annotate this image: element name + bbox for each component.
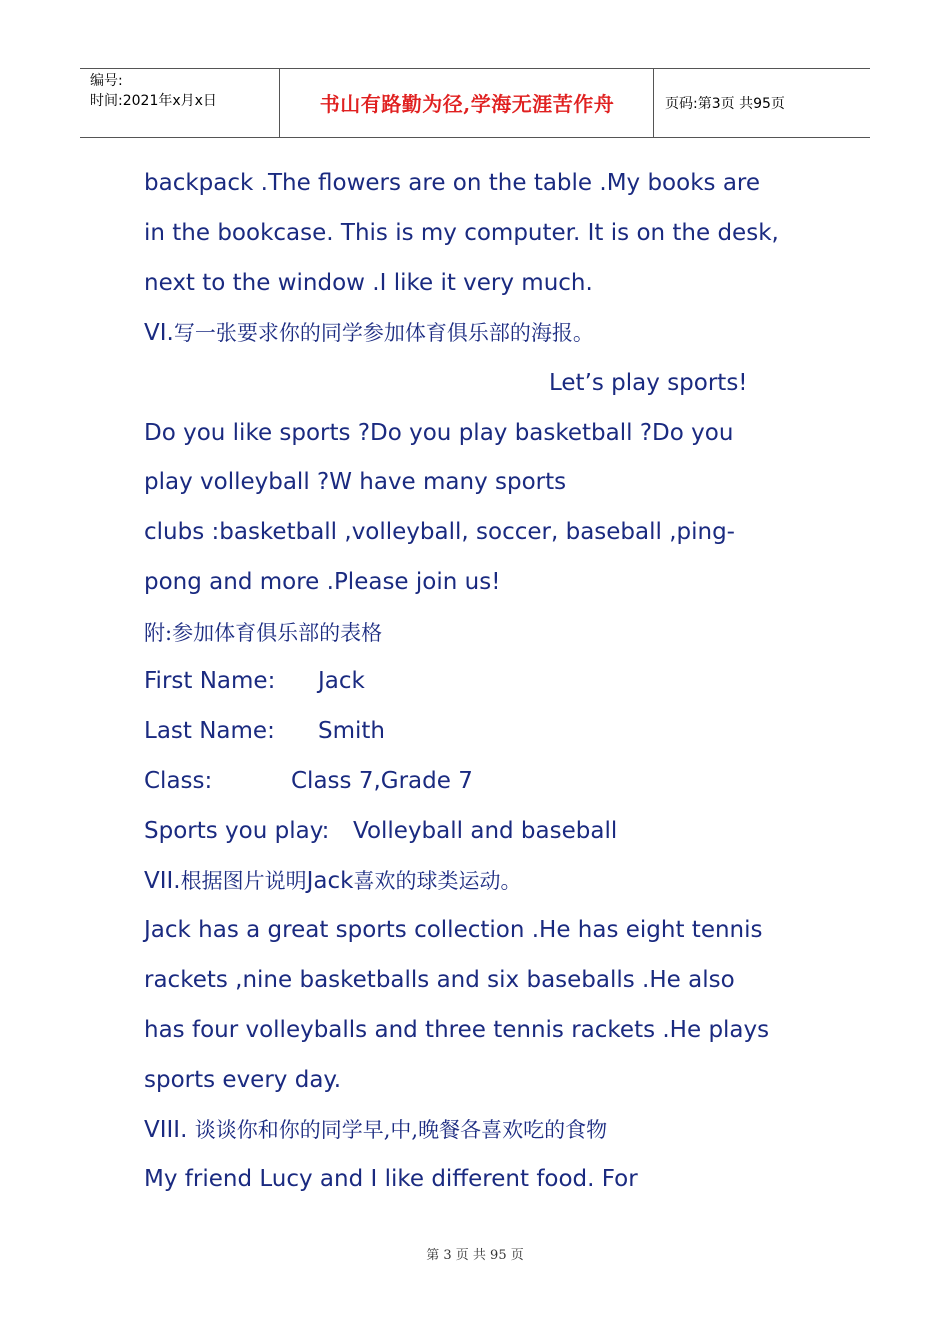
header-meta-cell: [80, 69, 280, 137]
page-footer: 第 3 页 共 95 页: [426, 1248, 524, 1263]
text-line: play volleyball ?W have many sports: [144, 469, 567, 495]
field-value: Volleyball and baseball: [353, 818, 618, 844]
text-line: clubs :basketball ,volleyball, soccer, baseball ,ping-: [144, 519, 735, 545]
section-heading-8: [144, 1115, 607, 1145]
section-text: 谈谈你和你的同学早,中,晚餐各喜欢吃的食物: [194, 1118, 608, 1142]
form-row-last-name: [144, 716, 385, 746]
header-page-info: 页码:第3页 共95页: [665, 96, 785, 112]
section-text-name: Jack: [306, 868, 354, 894]
text-line: pong and more .Please join us!: [144, 569, 501, 595]
section-number: VIII.: [144, 1117, 188, 1143]
form-row-class: [144, 766, 473, 796]
text-line: Jack has a great sports collection .He has eight tennis: [144, 917, 763, 943]
header-motto: 书山有路勤为径,学海无涯苦作舟: [281, 69, 654, 137]
time-label: 时间:2021年x月x日: [90, 93, 217, 109]
text-line: next to the window .I like it very much.: [144, 270, 593, 296]
page-header: [80, 68, 870, 138]
field-label: Sports you play:: [144, 818, 330, 844]
section-heading-7: [144, 866, 521, 896]
form-row-first-name: [144, 666, 365, 696]
form-row-sports: [144, 816, 617, 846]
section-text: 喜欢的球类运动。: [353, 869, 522, 893]
field-value: Jack: [318, 668, 365, 694]
field-label: Class:: [144, 768, 213, 794]
field-value: Class 7,Grade 7: [291, 768, 473, 794]
section-text: 写一张要求你的同学参加体育俱乐部的海报。: [173, 321, 594, 345]
number-label: 编号:: [90, 73, 123, 89]
text-line: backpack .The flowers are on the table .My books are: [144, 170, 761, 196]
text-line: My friend Lucy and I like different food. For: [144, 1166, 638, 1192]
section-number: VII.: [144, 868, 181, 894]
field-label: Last Name:: [144, 718, 275, 744]
field-label: First Name:: [144, 668, 276, 694]
text-line: Do you like sports ?Do you play basketball ?Do you: [144, 420, 734, 446]
field-value: Smith: [318, 718, 385, 744]
poster-title: Let’s play sports!: [549, 370, 748, 396]
form-title: 附:参加体育俱乐部的表格: [144, 621, 383, 645]
text-line: sports every day.: [144, 1067, 342, 1093]
text-line: rackets ,nine basketballs and six baseballs .He also: [144, 967, 735, 993]
section-text: 根据图片说明: [180, 869, 307, 893]
section-heading-6: [144, 318, 594, 348]
text-line: in the bookcase. This is my computer. It is on the desk,: [144, 220, 779, 246]
section-number: VI.: [144, 320, 174, 346]
text-line: has four volleyballs and three tennis rackets .He plays: [144, 1017, 770, 1043]
